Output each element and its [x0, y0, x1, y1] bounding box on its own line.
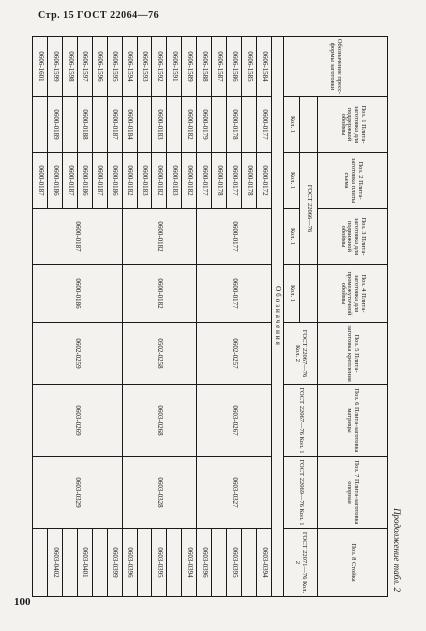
table-cell: 0606-1599: [47, 37, 62, 97]
table-cell: 0603-0401: [77, 529, 92, 597]
table-cell: 0600-0187: [92, 153, 107, 209]
kol-cell-2: Кол. 1: [284, 153, 300, 209]
oboznacheniya-row: [272, 37, 284, 597]
table-cell: 0606-1588: [197, 37, 212, 97]
table-cell: 0603-0395: [227, 529, 242, 597]
table-cell: 0600-0177: [197, 209, 272, 265]
table-cell: 0600-0182: [182, 153, 197, 209]
col-header-6: Поз. 6 Плита-заготовка матрицы: [318, 385, 388, 457]
table-cell: 0600-0182: [122, 265, 197, 323]
table-cell: 0600-0187: [62, 153, 77, 209]
table-cell: 0600-0183: [152, 97, 167, 153]
gost-cell-2: ГОСТ 22066—76: [300, 153, 318, 265]
table-cell: 0606-1592: [152, 37, 167, 97]
table-cell: 0606-1596: [92, 37, 107, 97]
table-cell: [33, 529, 48, 597]
table-cell: 0606-1597: [77, 37, 92, 97]
table-cell: 0603-0396: [197, 529, 212, 597]
col-header-7: Поз. 7 Плита-заготовка опорная: [318, 457, 388, 529]
table-cell: [242, 97, 257, 153]
gost-cell-5: ГОСТ 22067—76 Кол. 2: [284, 323, 318, 385]
table-cell: 0600-0177: [227, 153, 242, 209]
col-header-2: Поз. 2 Плита-заготовка плиты съема: [318, 153, 388, 209]
table-cell: 0600-0189: [47, 97, 62, 153]
table-cell: 0606-1594: [122, 37, 137, 97]
table-cell: [62, 97, 77, 153]
table-cell: [242, 529, 257, 597]
table-cell: [212, 97, 227, 153]
table-cell: 0600-0186: [77, 153, 92, 209]
table-cell: 0600-0183: [137, 153, 152, 209]
table-cell: 0600-0177: [197, 153, 212, 209]
col-header-1: Поз. 1 Плита-заготовка для поддержкой обоймы: [318, 97, 388, 153]
table-cell: 0502-0258: [122, 323, 197, 385]
table-cell: 0603-0268: [122, 385, 197, 457]
table-cell: 0603-0394: [182, 529, 197, 597]
table-cell: 0602-0257: [197, 323, 272, 385]
table-cell: 0600-0188: [77, 97, 92, 153]
table-cell: 0606-1598: [62, 37, 77, 97]
table-cell: 0603-0327: [197, 457, 272, 529]
oboznacheniya-label: Обозначения: [272, 37, 284, 597]
table-cell: 0603-0402: [47, 529, 62, 597]
table-cell: 0600-0187: [107, 97, 122, 153]
col-header-8: Поз. 8 Стойка: [318, 529, 388, 597]
table-cell: [33, 97, 48, 153]
table-cell: 0606-1595: [107, 37, 122, 97]
data-table: [32, 36, 388, 597]
table-cell: 0606-1591: [167, 37, 182, 97]
table-cell: 0600-0187: [33, 153, 48, 209]
table-cell: 0603-0267: [197, 385, 272, 457]
col-header-5: Поз. 5 Плита-заготовка крепления: [318, 323, 388, 385]
table-row: [257, 37, 272, 597]
table-cell: 0600-0183: [167, 153, 182, 209]
table-cell: 0600-0182: [152, 153, 167, 209]
table-cell: 0606-1584: [257, 37, 272, 97]
table-cell: 0600-0178: [227, 97, 242, 153]
gost-cell-8: ГОСТ 22071—76 Кол. 2: [284, 529, 318, 597]
table-cell: 0606-1587: [212, 37, 227, 97]
table-cell: 0606-1585: [242, 37, 257, 97]
table-cell: 0603-0396: [122, 529, 137, 597]
table-cell: 0600-0178: [242, 153, 257, 209]
page-header: Стр. 15 ГОСТ 22064—76: [38, 10, 160, 21]
kol-cell-4: Кол. 1: [284, 265, 300, 323]
table-cell: [62, 529, 77, 597]
col-header-4: Поз. 4 Плита-заготовка для промежуточной обоймы: [318, 265, 388, 323]
table-cell: 0600-0177: [257, 97, 272, 153]
table-row: [182, 37, 197, 597]
table-cell: [92, 97, 107, 153]
gost-row: [300, 37, 318, 597]
table-cell: [137, 529, 152, 597]
table-cell: 0606-1586: [227, 37, 242, 97]
col-header-0: Обозначение пресс-формы заготовки: [284, 37, 388, 97]
table-cell: 0602-0259: [33, 323, 123, 385]
kol-cell-1: Кол. 1: [284, 97, 300, 153]
table-cell: [212, 529, 227, 597]
table-cell: 0600-0186: [33, 265, 123, 323]
table-cell: 0600-0178: [212, 153, 227, 209]
kol-cell-3: Кол. 1: [284, 209, 300, 265]
table-cell: 0603-0328: [122, 457, 197, 529]
gost-cell-7: ГОСТ 22069—76 Кол. 1: [284, 457, 318, 529]
table-cell: 0606-1589: [182, 37, 197, 97]
table-cell: 0600-0187: [33, 209, 123, 265]
rotated-table-block: [32, 36, 402, 596]
table-cell: [167, 529, 182, 597]
table-cell: 0600-0172: [257, 153, 272, 209]
gost-cell-1: [300, 97, 318, 153]
table-row: [107, 37, 122, 597]
table-cell: 0603-0329: [33, 457, 123, 529]
table-cell: [137, 97, 152, 153]
page-number: 100: [14, 596, 31, 608]
table-cell: 0600-0186: [47, 153, 62, 209]
table-cell: [92, 529, 107, 597]
table-cell: 0603-0395: [152, 529, 167, 597]
table-cell: 0600-0179: [197, 97, 212, 153]
col-header-3: Поз. 3 Плита-заготовка для подвижной обоймы: [318, 209, 388, 265]
table-cell: 0600-0177: [197, 265, 272, 323]
table-cell: 0606-1593: [137, 37, 152, 97]
table-cell: [167, 97, 182, 153]
table-cell: 0606-1601: [33, 37, 48, 97]
table-cell: 0603-0399: [107, 529, 122, 597]
header-row: [318, 37, 388, 597]
table-cell: 0600-0182: [182, 97, 197, 153]
table-cell: 0603-0269: [33, 385, 123, 457]
table-cell: 0603-0394: [257, 529, 272, 597]
continuation-label: Продолжение табл. 2: [392, 508, 402, 592]
gost-cell-6: ГОСТ 22067—76 Кол. 1: [284, 385, 318, 457]
gost-cell-4: [300, 265, 318, 323]
table-cell: 0600-0182: [122, 209, 197, 265]
table-cell: 0600-0186: [107, 153, 122, 209]
table-cell: 0600-0184: [122, 97, 137, 153]
table-cell: 0600-0182: [122, 153, 137, 209]
